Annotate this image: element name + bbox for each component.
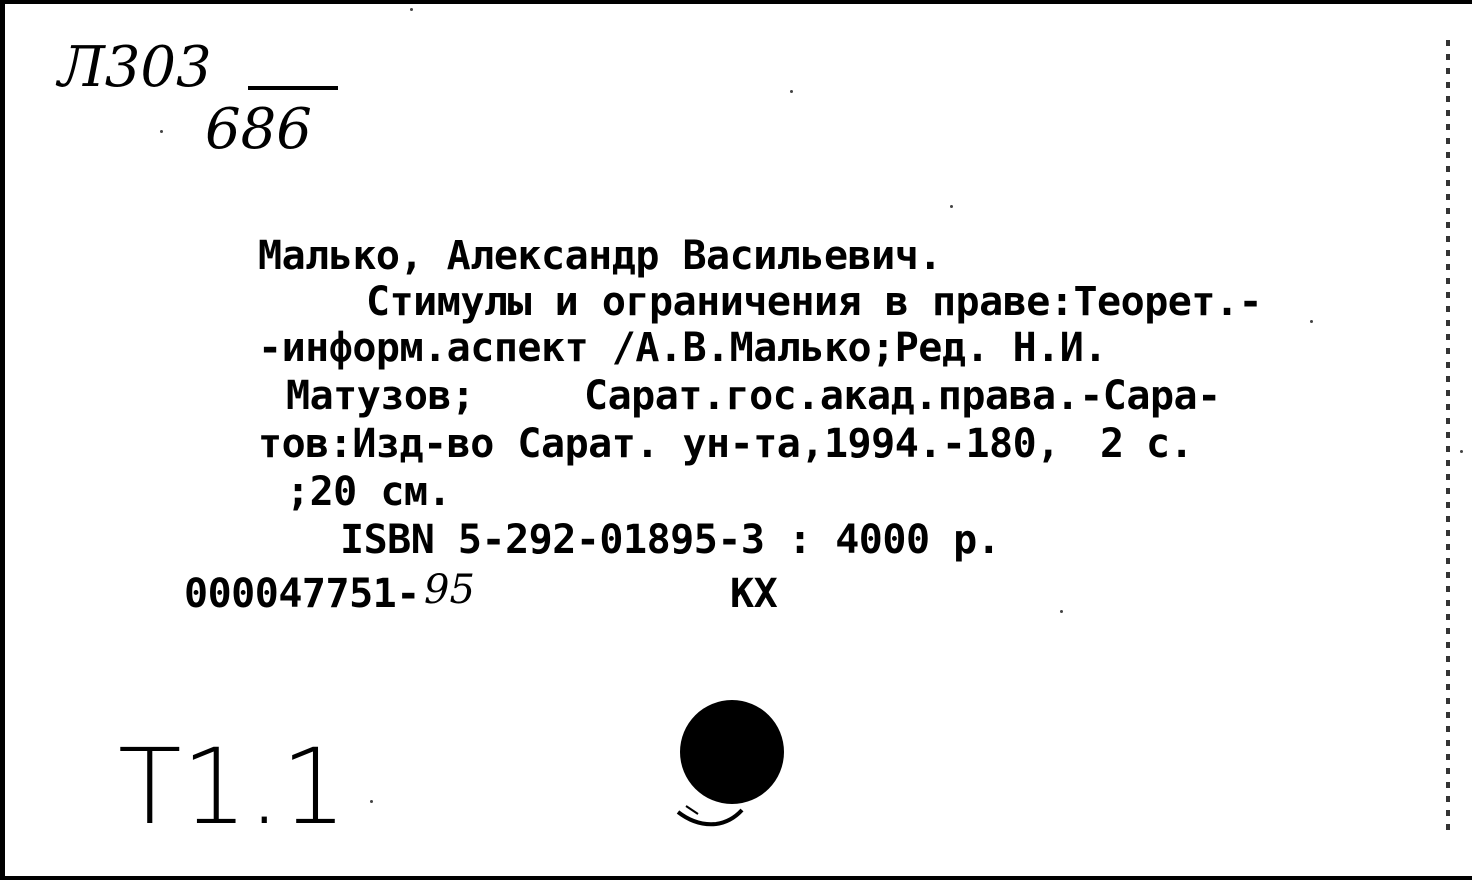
- card-bottom-edge: [0, 876, 1472, 880]
- card-left-edge: [0, 0, 5, 880]
- responsibility-line: Матузов;: [286, 373, 475, 419]
- shelfmark-bottom: 686: [205, 97, 312, 162]
- pages-bracket-number: 2: [1100, 421, 1124, 467]
- card-right-perforation: [1446, 40, 1450, 830]
- punch-hole: [680, 700, 784, 804]
- pages-unit: с.: [1146, 421, 1194, 467]
- publisher-line-2: тов:Изд-во Сарат. ун-та,1994.-180,: [258, 421, 1060, 467]
- shelfmark-top: Л303: [58, 35, 212, 100]
- speck: [410, 8, 413, 11]
- inventory-number: 000047751-: [184, 571, 420, 617]
- speck: [370, 800, 373, 803]
- speck: [160, 130, 163, 133]
- punch-hole-tear: [676, 800, 746, 830]
- speck: [1460, 450, 1463, 453]
- handwritten-mark: T1.1: [118, 726, 347, 848]
- dimensions-line: ;20 см.: [286, 469, 452, 515]
- speck: [950, 205, 953, 208]
- author-heading: Малько, Александр Васильевич.: [258, 233, 942, 279]
- publisher-line-1: Сарат.гос.акад.права.-Сара-: [584, 373, 1221, 419]
- collection-code: КХ: [730, 571, 778, 617]
- title-line-1: Стимулы и ограничения в праве:Теорет.-: [366, 279, 1263, 325]
- card-top-edge: [0, 0, 1472, 4]
- isbn-price-line: ISBN 5-292-01895-3 : 4000 р.: [340, 517, 1001, 563]
- speck: [1060, 610, 1063, 613]
- title-line-2: -информ.аспект /А.В.Малько;Ред. Н.И.: [258, 325, 1107, 371]
- speck: [790, 90, 793, 93]
- speck: [1310, 320, 1313, 323]
- shelfmark-fraction-line: [248, 86, 338, 90]
- inventory-suffix: 95: [424, 567, 475, 613]
